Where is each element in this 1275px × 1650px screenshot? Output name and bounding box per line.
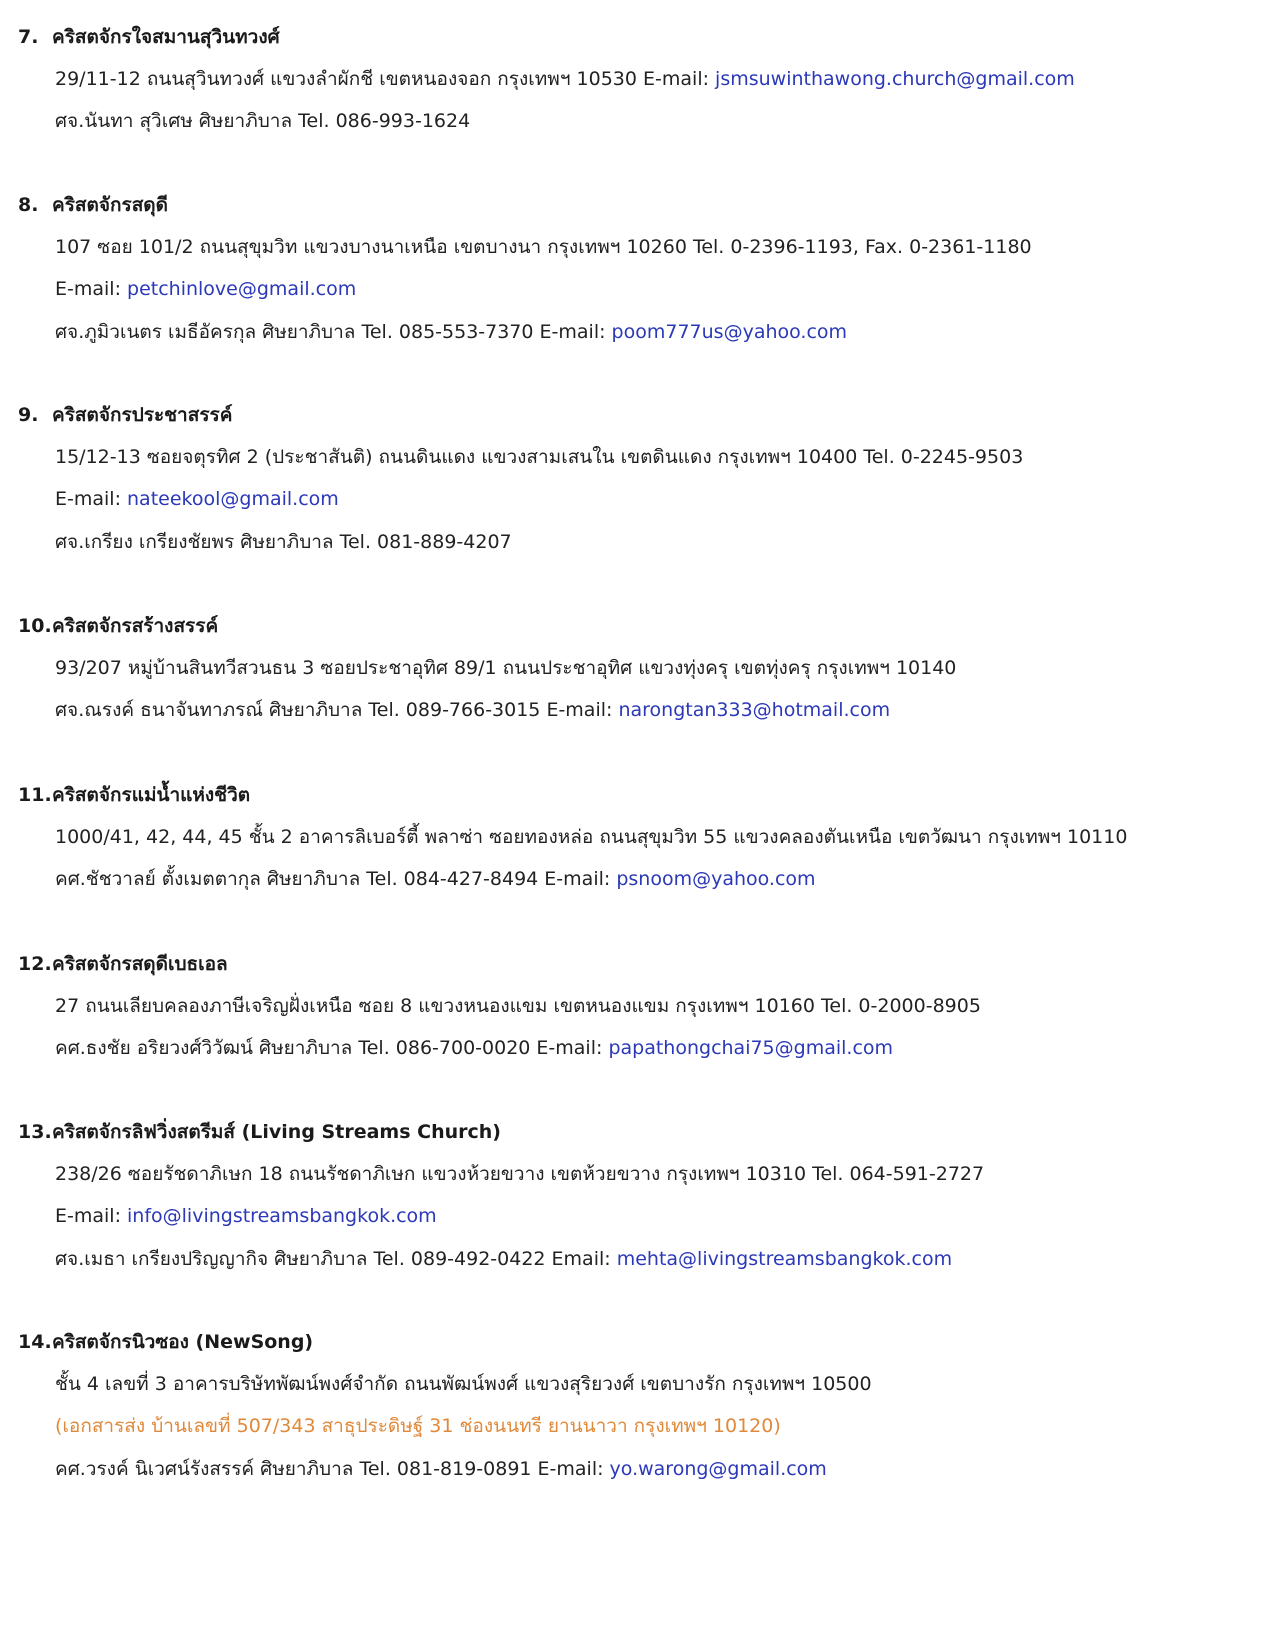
detail-text: ศจ.เมธา เกรียงปริญญากิจ ศิษยาภิบาล Tel. 089-492-0422 Email: xyxy=(55,1247,617,1270)
email-link[interactable]: yo.warong@gmail.com xyxy=(609,1457,827,1480)
church-name: คริสตจักรแม่น้ำแห่งชีวิต xyxy=(52,784,251,806)
church-heading xyxy=(18,780,250,810)
church-name: คริสตจักรสดุดี xyxy=(52,194,168,216)
detail-text: คศ.วรงค์ นิเวศน์รังสรรค์ ศิษยาภิบาล Tel. 081-819-0891 E-mail: xyxy=(55,1457,610,1480)
detail-line xyxy=(55,317,847,347)
detail-text: (เอกสารส่ง บ้านเลขที่ 507/343 สาธุประดิษฐ์ 31 ช่องนนทรี ยานนาวา กรุงเทพฯ 10120) xyxy=(55,1415,781,1438)
detail-line xyxy=(55,1159,984,1189)
detail-text: 29/11-12 ถนนสุวินทวงศ์ แขวงลำผักชี เขตหนองจอก กรุงเทพฯ 10530 E-mail: xyxy=(55,68,716,91)
church-name: คริสตจักรสดุดีเบธเอล xyxy=(52,953,228,975)
detail-text: E-mail: xyxy=(55,488,128,511)
entry-number: 8. xyxy=(18,194,39,216)
detail-line xyxy=(55,106,470,136)
detail-text: ศจ.เกรียง เกรียงชัยพร ศิษยาภิบาล Tel. 081-889-4207 xyxy=(55,530,512,553)
email-link[interactable]: nateekool@gmail.com xyxy=(127,488,339,511)
email-link[interactable]: mehta@livingstreamsbangkok.com xyxy=(616,1247,953,1270)
church-heading xyxy=(18,949,228,979)
detail-line xyxy=(55,991,981,1021)
church-name: คริสตจักรสร้างสรรค์ xyxy=(52,615,219,637)
entry-number: 14. xyxy=(18,1331,52,1353)
detail-text: 107 ซอย 101/2 ถนนสุขุมวิท แขวงบางนาเหนือ เขตบางนา กรุงเทพฯ 10260 Tel. 0-2396-1193, Fax. 0-2361-1180 xyxy=(55,236,1032,259)
entry-number: 12. xyxy=(18,953,52,975)
church-heading xyxy=(18,22,280,52)
detail-line xyxy=(55,274,356,304)
detail-text: 238/26 ซอยรัชดาภิเษก 18 ถนนรัชดาภิเษก แขวงห้วยขวาง เขตห้วยขวาง กรุงเทพฯ 10310 Tel. 064-591-2727 xyxy=(55,1163,985,1186)
detail-text: 93/207 หมู่บ้านสินทวีสวนธน 3 ซอยประชาอุทิศ 89/1 ถนนประชาอุทิศ แขวงทุ่งครุ เขตทุ่งครุ กรุงเทพฯ 10140 xyxy=(55,657,957,680)
detail-text: 15/12-13 ซอยจตุรทิศ 2 (ประชาสันติ) ถนนดินแดง แขวงสามเสนใน เขตดินแดง กรุงเทพฯ 10400 Tel. 0-2245-9503 xyxy=(55,446,1024,469)
church-name: คริสตจักรประชาสรรค์ xyxy=(52,404,233,426)
entry-number: 7. xyxy=(18,26,39,48)
entry-number: 11. xyxy=(18,784,52,806)
detail-text: คศ.ชัชวาลย์ ตั้งเมตตากุล ศิษยาภิบาล Tel. 084-427-8494 E-mail: xyxy=(55,868,617,891)
church-heading xyxy=(18,190,168,220)
church-name: คริสตจักรใจสมานสุวินทวงศ์ xyxy=(52,26,280,48)
church-heading xyxy=(18,1117,501,1147)
email-link[interactable]: papathongchai75@gmail.com xyxy=(608,1037,894,1060)
mailing-address-note xyxy=(55,1411,781,1441)
detail-text: 1000/41, 42, 44, 45 ชั้น 2 อาคารลิเบอร์ตี้ พลาซ่า ซอยทองหล่อ ถนนสุขุมวิท 55 แขวงคลองตันเหนือ เขตวัฒนา กรุงเทพฯ 10110 xyxy=(55,826,1128,849)
church-heading xyxy=(18,1327,313,1357)
detail-line xyxy=(55,822,1127,852)
detail-line xyxy=(55,864,816,894)
email-link[interactable]: poom777us@yahoo.com xyxy=(611,320,848,343)
detail-text: E-mail: xyxy=(55,278,128,301)
detail-text: ศจ.ณรงค์ ธนาจันทาภรณ์ ศิษยาภิบาล Tel. 089-766-3015 E-mail: xyxy=(55,699,619,722)
church-heading xyxy=(18,611,218,641)
entry-number: 9. xyxy=(18,404,39,426)
church-heading xyxy=(18,400,232,430)
detail-text: คศ.ธงชัย อริยวงศ์วิวัฒน์ ศิษยาภิบาล Tel. 086-700-0020 E-mail: xyxy=(55,1037,609,1060)
detail-line xyxy=(55,484,339,514)
detail-line xyxy=(55,527,512,557)
church-name: คริสตจักรนิวซอง (NewSong) xyxy=(52,1331,314,1353)
entry-number: 13. xyxy=(18,1121,52,1143)
detail-line xyxy=(55,1454,827,1484)
detail-line xyxy=(55,695,890,725)
detail-line xyxy=(55,1201,437,1231)
detail-line xyxy=(55,1244,952,1274)
email-link[interactable]: petchinlove@gmail.com xyxy=(127,278,357,301)
detail-line xyxy=(55,232,1032,262)
church-name: คริสตจักรลิฟวิ่งสตรีมส์ (Living Streams Church) xyxy=(52,1121,501,1143)
detail-line xyxy=(55,1033,893,1063)
email-link[interactable]: jsmsuwinthawong.church@gmail.com xyxy=(715,68,1075,91)
detail-text: ศจ.ภูมิวเนตร เมธีอัครกุล ศิษยาภิบาล Tel. 085-553-7370 E-mail: xyxy=(55,320,612,343)
email-link[interactable]: narongtan333@hotmail.com xyxy=(618,699,891,722)
detail-line xyxy=(55,442,1023,472)
detail-line xyxy=(55,653,956,683)
detail-text: ศจ.นันทา สุวิเศษ ศิษยาภิบาล Tel. 086-993-1624 xyxy=(55,110,471,133)
email-link[interactable]: info@livingstreamsbangkok.com xyxy=(127,1205,437,1228)
detail-text: 27 ถนนเลียบคลองภาษีเจริญฝั่งเหนือ ซอย 8 แขวงหนองแขม เขตหนองแขม กรุงเทพฯ 10160 Tel. 0-2000-8905 xyxy=(55,995,981,1018)
detail-line xyxy=(55,1369,872,1399)
detail-text: E-mail: xyxy=(55,1205,128,1228)
email-link[interactable]: psnoom@yahoo.com xyxy=(616,868,816,891)
detail-text: ชั้น 4 เลขที่ 3 อาคารบริษัทพัฒน์พงศ์จำกัด ถนนพัฒน์พงศ์ แขวงสุริยวงศ์ เขตบางรัก กรุงเทพฯ 10500 xyxy=(55,1373,872,1396)
detail-line xyxy=(55,64,1075,94)
entry-number: 10. xyxy=(18,615,52,637)
